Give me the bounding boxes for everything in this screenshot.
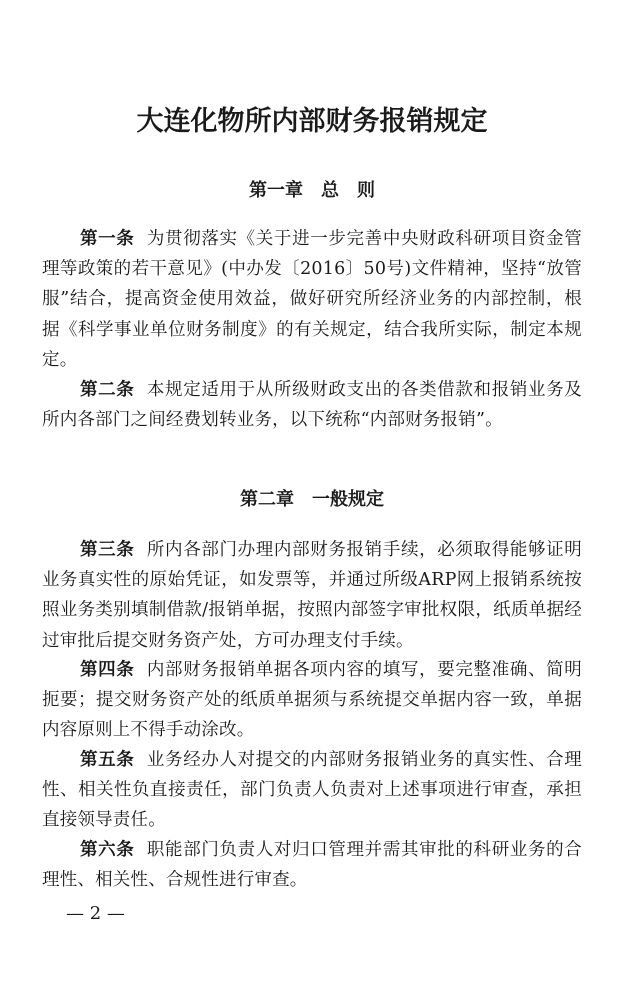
article-1-label: 第一条 — [80, 229, 135, 249]
article-5 — [42, 745, 582, 836]
page-number: — 2 — — [66, 903, 125, 924]
article-1-text: 为贯彻落实《关于进一步完善中央财政科研项目资金管理等政策的若干意见》(中办发〔2016〕50号)文件精神，坚持“放管服”结合，提高资金使用效益，做好研究所经济业务的内部控制，根据《科学事业单位财务制度》的有关规定，结合我所实际，制定本规定。 — [42, 229, 582, 370]
chapter-2-heading: 第二章 一般规定 — [240, 489, 384, 510]
chapter-1-heading: 第一章 总 则 — [249, 180, 375, 201]
article-4-label: 第四条 — [80, 660, 135, 680]
article-6 — [42, 835, 582, 895]
document-title: 大连化物所内部财务报销规定 — [136, 106, 488, 137]
article-5-label: 第五条 — [80, 750, 135, 770]
article-5-text: 业务经办人对提交的内部财务报销业务的真实性、合理性、相关性负直接责任，部门负责人负责对上述事项进行审查，承担直接领导责任。 — [42, 750, 582, 831]
article-4 — [42, 655, 582, 746]
article-4-text: 内部财务报销单据各项内容的填写，要完整准确、简明扼要；提交财务资产处的纸质单据须与系统提交单据内容一致，单据内容原则上不得手动涂改。 — [42, 660, 582, 741]
article-6-label: 第六条 — [80, 840, 135, 860]
article-2-label: 第二条 — [80, 380, 135, 400]
article-3 — [42, 535, 582, 656]
article-1 — [42, 224, 582, 375]
article-2 — [42, 375, 582, 435]
article-3-label: 第三条 — [80, 540, 135, 560]
article-3-text: 所内各部门办理内部财务报销手续，必须取得能够证明业务真实性的原始凭证，如发票等，并通过所级ARP网上报销系统按照业务类别填制借款/报销单据，按照内部签字审批权限，纸质单据经过审批后提交财务资产处，方可办理支付手续。 — [42, 540, 582, 651]
article-2-text: 本规定适用于从所级财政支出的各类借款和报销业务及所内各部门之间经费划转业务，以下统称“内部财务报销”。 — [42, 380, 582, 431]
article-6-text: 职能部门负责人对归口管理并需其审批的科研业务的合理性、相关性、合规性进行审查。 — [42, 840, 582, 891]
